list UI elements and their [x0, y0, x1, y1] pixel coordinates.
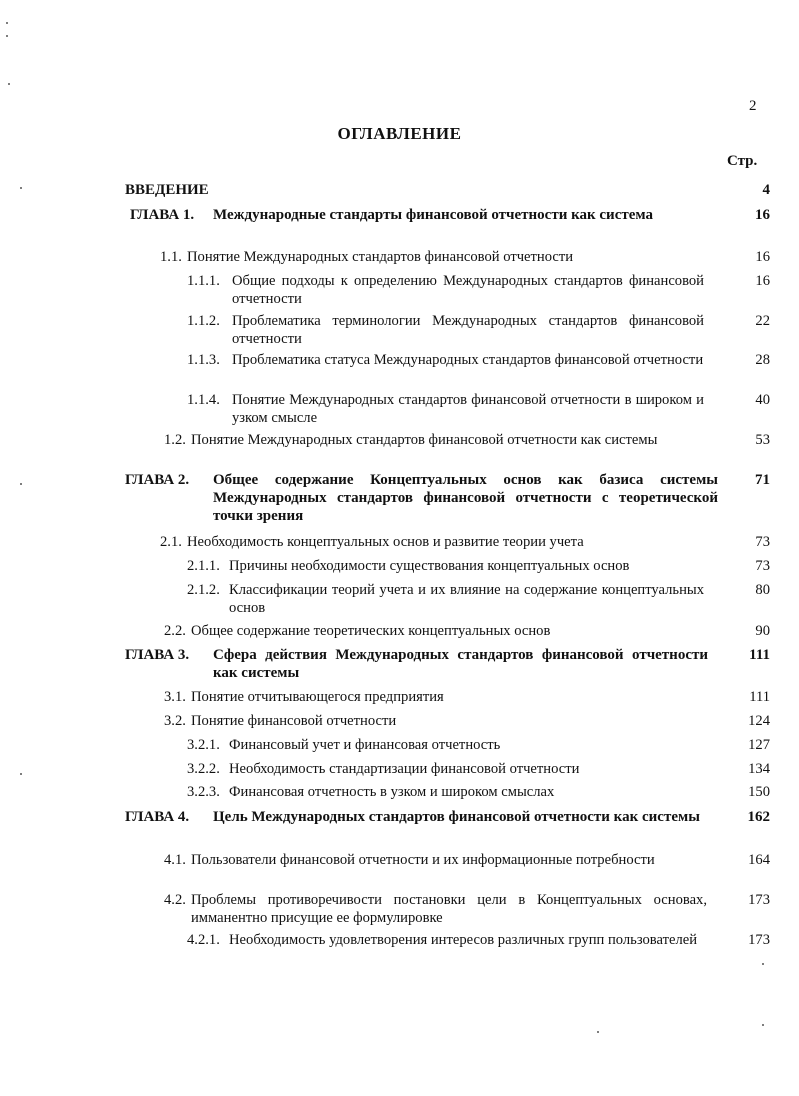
toc-entry-number: ГЛАВА 1. [130, 207, 195, 223]
toc-entry-number: ГЛАВА 2. [125, 472, 190, 488]
toc-entry-number: 4.2.1. [187, 932, 220, 948]
scan-speck [8, 83, 10, 85]
toc-entry-chapter-2 [125, 471, 770, 525]
toc-entry-number: 1.1.4. [187, 392, 220, 408]
toc-entry-page: 73 [755, 534, 770, 550]
toc-entry-page: 16 [755, 249, 770, 265]
toc-entry-title: Необходимость концептуальных основ и развитие теории учета [187, 534, 584, 550]
scan-speck [20, 187, 22, 189]
toc-entry-page: 53 [755, 432, 770, 448]
toc-entry-4-2-1 [187, 931, 770, 949]
toc-entry-page: 4 [762, 182, 770, 198]
toc-entry-title: Общее содержание Концептуальных основ как базиса системы Международных стандартов финансовой отчетности с теоретической точки зрения [213, 472, 718, 524]
page-column-header: Стр. [727, 153, 758, 169]
toc-entry-number: 2.1.2. [187, 582, 220, 598]
toc-entry-number: 3.2.1. [187, 737, 220, 753]
toc-entry-page: 28 [755, 352, 770, 368]
toc-entry-page: 134 [748, 761, 770, 777]
toc-entry-title: Общие подходы к определению Международных стандартов финансовой отчетности [232, 273, 704, 307]
toc-entry-title: Пользователи финансовой отчетности и их информационные потребности [191, 852, 655, 868]
toc-entry-number: 1.1. [160, 249, 182, 265]
toc-entry-page: 111 [749, 647, 770, 663]
toc-entry-4-1 [164, 851, 770, 869]
toc-entry-number: 4.1. [164, 852, 186, 868]
toc-entry-title: Понятие Международных стандартов финансовой отчетности [187, 249, 574, 265]
toc-entry-introduction [125, 181, 770, 199]
toc-entry-title: Финансовая отчетность в узком и широком смыслах [229, 784, 555, 800]
toc-entry-title: Причины необходимости существования концептуальных основ [229, 558, 630, 574]
toc-entry-2-1-2 [187, 581, 770, 617]
toc-entry-number: 2.1.1. [187, 558, 220, 574]
toc-entry-title: Цель Международных стандартов финансовой отчетности как системы [213, 809, 700, 825]
toc-entry-page: 173 [748, 892, 770, 908]
toc-entry-1-1 [160, 248, 770, 266]
toc-entry-number: 4.2. [164, 892, 186, 908]
toc-entry-page: 162 [747, 809, 770, 825]
toc-entry-title: Международные стандарты финансовой отчетности как система [213, 207, 654, 223]
toc-entry-title: ВВЕДЕНИЕ [125, 182, 209, 198]
toc-entry-page: 80 [755, 582, 770, 598]
toc-entry-chapter-1 [130, 206, 770, 224]
toc-entry-page: 173 [748, 932, 770, 948]
toc-entry-page: 90 [755, 623, 770, 639]
toc-entry-3-2 [164, 712, 770, 730]
toc-entry-chapter-4 [125, 808, 770, 826]
toc-entry-title: Понятие отчитывающегося предприятия [191, 689, 444, 705]
toc-entry-3-1 [164, 688, 770, 706]
toc-entry-number: 2.2. [164, 623, 186, 639]
page-title: ОГЛАВЛЕНИЕ [337, 124, 462, 143]
toc-entry-2-2 [164, 622, 770, 640]
toc-entry-number: 1.1.3. [187, 352, 220, 368]
toc-entry-4-2 [164, 891, 770, 927]
toc-entry-number: 1.1.2. [187, 313, 220, 329]
toc-entry-number: 3.2. [164, 713, 186, 729]
toc-entry-title: Проблематика терминологии Международных стандартов финансовой отчетности [232, 313, 704, 347]
toc-entry-page: 150 [748, 784, 770, 800]
toc-entry-page: 22 [755, 313, 770, 329]
toc-entry-number: ГЛАВА 3. [125, 647, 190, 663]
scan-speck [6, 22, 8, 24]
toc-entry-1-1-3 [187, 351, 770, 369]
toc-entry-title: Проблемы противоречивости постановки цели в Концептуальных основах, имманентно присущие ее формулировке [191, 892, 707, 926]
toc-entry-number: 3.2.3. [187, 784, 220, 800]
toc-entry-title: Необходимость удовлетворения интересов различных групп пользователей [229, 932, 698, 948]
toc-entry-number: 3.2.2. [187, 761, 220, 777]
toc-entry-1-1-4 [187, 391, 770, 427]
toc-entry-title: Финансовый учет и финансовая отчетность [229, 737, 501, 753]
toc-entry-chapter-3 [125, 646, 770, 682]
toc-entry-page: 73 [755, 558, 770, 574]
scan-speck [20, 483, 22, 485]
toc-entry-title: Понятие Международных стандартов финансовой отчетности в широком и узком смысле [232, 392, 704, 426]
toc-entry-page: 127 [748, 737, 770, 753]
toc-entry-number: 1.2. [164, 432, 186, 448]
toc-entry-1-1-1 [187, 272, 770, 308]
toc-entry-title: Понятие Международных стандартов финансовой отчетности как системы [191, 432, 658, 448]
scan-speck [762, 1024, 764, 1026]
toc-entry-number: 2.1. [160, 534, 182, 550]
toc-entry-number: 3.1. [164, 689, 186, 705]
toc-entry-page: 164 [748, 852, 770, 868]
scan-speck [762, 963, 764, 965]
toc-entry-number: 1.1.1. [187, 273, 220, 289]
toc-entry-2-1-1 [187, 557, 770, 575]
toc-entry-page: 71 [755, 472, 770, 488]
toc-entry-3-2-2 [187, 760, 770, 778]
toc-entry-page: 124 [748, 713, 770, 729]
page-number: 2 [749, 98, 757, 114]
scan-speck [20, 773, 22, 775]
toc-entry-title: Классификации теорий учета и их влияние на содержание концептуальных основ [229, 582, 704, 616]
toc-entry-2-1 [160, 533, 770, 551]
toc-entry-3-2-1 [187, 736, 770, 754]
toc-entry-1-2 [164, 431, 770, 449]
toc-entry-page: 111 [749, 689, 770, 705]
toc-entry-title: Общее содержание теоретических концептуальных основ [191, 623, 551, 639]
toc-entry-title: Проблематика статуса Международных стандартов финансовой отчетности [232, 352, 704, 368]
toc-entry-page: 40 [755, 392, 770, 408]
scan-speck [6, 35, 8, 37]
toc-entry-1-1-2 [187, 312, 770, 348]
toc-entry-number: ГЛАВА 4. [125, 809, 190, 825]
toc-entry-title: Сфера действия Международных стандартов финансовой отчетности как системы [213, 647, 708, 681]
toc-entry-title: Понятие финансовой отчетности [191, 713, 397, 729]
toc-entry-3-2-3 [187, 783, 770, 801]
toc-entry-page: 16 [755, 273, 770, 289]
scan-speck [597, 1031, 599, 1033]
toc-entry-page: 16 [755, 207, 770, 223]
toc-entry-title: Необходимость стандартизации финансовой отчетности [229, 761, 580, 777]
